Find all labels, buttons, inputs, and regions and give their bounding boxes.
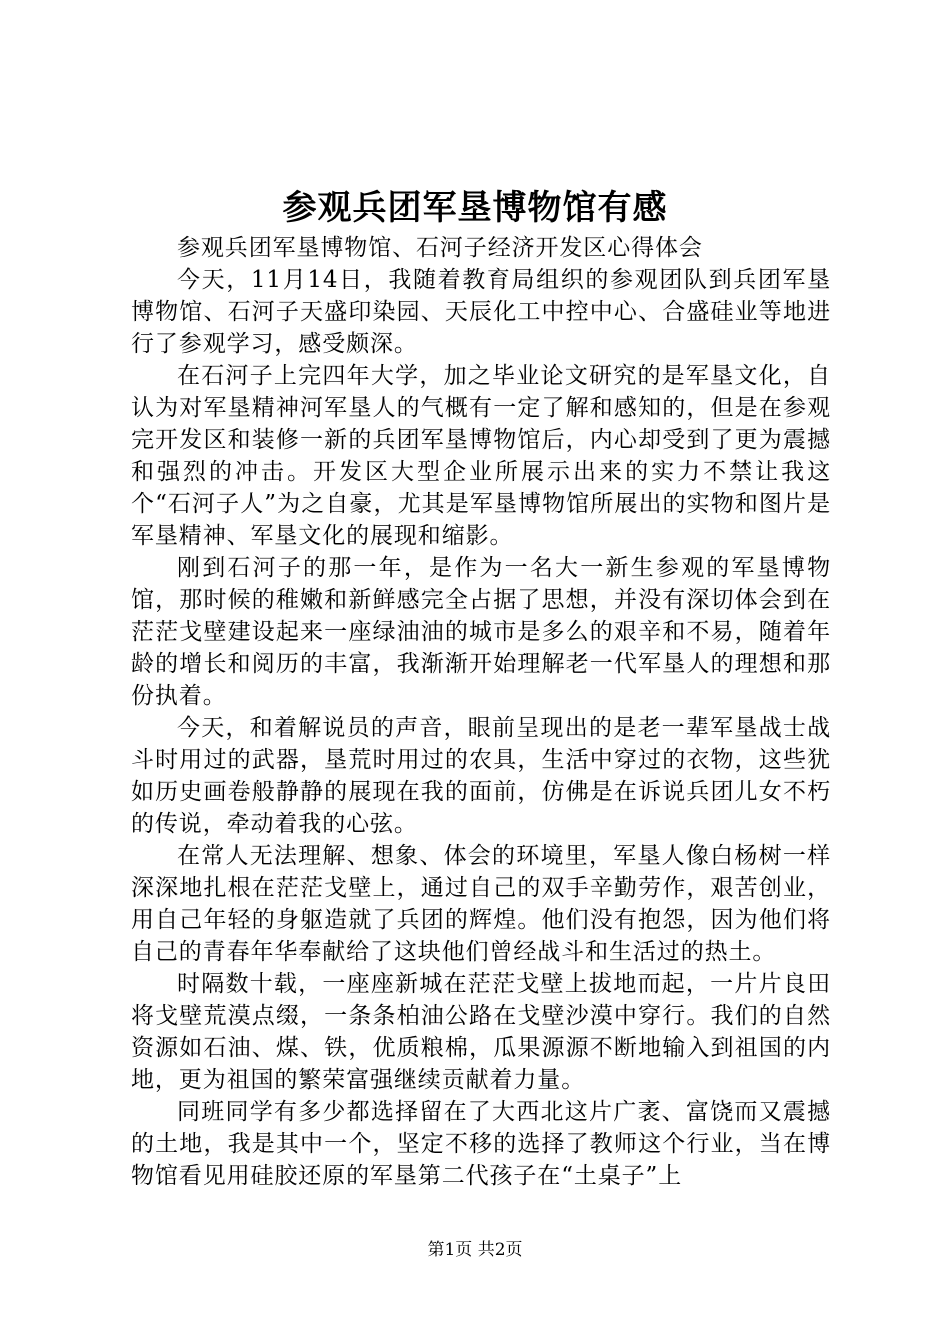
paragraph: 在常人无法理解、想象、体会的环境里，军垦人像白杨树一样深深地扎根在茫茫戈壁上，通过自己的双手辛勤劳作，艰苦创业，用自己年轻的身躯造就了兵团的辉煌。他们没有抱怨，因为他们将自己的青春年华奉献给了这块他们曾经战斗和生活过的热土。 — [131, 843, 831, 965]
paragraph: 在石河子上完四年大学，加之毕业论文研究的是军垦文化，自认为对军垦精神河军垦人的气概有一定了解和感知的，但是在参观完开发区和装修一新的兵团军垦博物馆后，内心却受到了更为震撼和强烈的冲击。开发区大型企业所展示出来的实力不禁让我这个“石河子人”为之自豪，尤其是军垦博物馆所展出的实物和图片是军垦精神、军垦文化的展现和缩影。 — [131, 363, 831, 549]
paragraph: 时隔数十载，一座座新城在茫茫戈壁上拔地而起，一片片良田将戈壁荒漠点缀，一条条柏油公路在戈壁沙漠中穿行。我们的自然资源如石油、煤、铁，优质粮棉，瓜果源源不断地输入到祖国的内地，更为祖国的繁荣富强继续贡献着力量。 — [131, 971, 831, 1093]
document-title: 参观兵团军垦博物馆有感 — [282, 188, 668, 228]
page-number-footer: 第1页 共2页 — [427, 1240, 523, 1260]
paragraph: 今天，和着解说员的声音，眼前呈现出的是老一辈军垦战士战斗时用过的武器，垦荒时用过的农具，生活中穿过的衣物，这些犹如历史画卷般静静的展现在我的面前，仿佛是在诉说兵团儿女不朽的传说，牵动着我的心弦。 — [131, 715, 831, 837]
document-body — [131, 232, 831, 1192]
paragraph: 同班同学有多少都选择留在了大西北这片广袤、富饶而又震撼的土地，我是其中一个，坚定不移的选择了教师这个行业，当在博物馆看见用硅胶还原的军垦第二代孩子在“土桌子”上 — [131, 1099, 831, 1189]
paragraph: 刚到石河子的那一年，是作为一名大一新生参观的军垦博物馆，那时候的稚嫩和新鲜感完全占据了思想，并没有深切体会到在茫茫戈壁建设起来一座绿油油的城市是多么的艰辛和不易，随着年龄的增长和阅历的丰富，我渐渐开始理解老一代军垦人的理想和那份执着。 — [131, 555, 831, 709]
paragraph: 今天，11月14日，我随着教育局组织的参观团队到兵团军垦博物馆、石河子天盛印染园、天辰化工中控中心、合盛硅业等地进行了参观学习，感受颇深。 — [131, 267, 831, 357]
paragraph-subtitle: 参观兵团军垦博物馆、石河子经济开发区心得体会 — [177, 235, 703, 261]
